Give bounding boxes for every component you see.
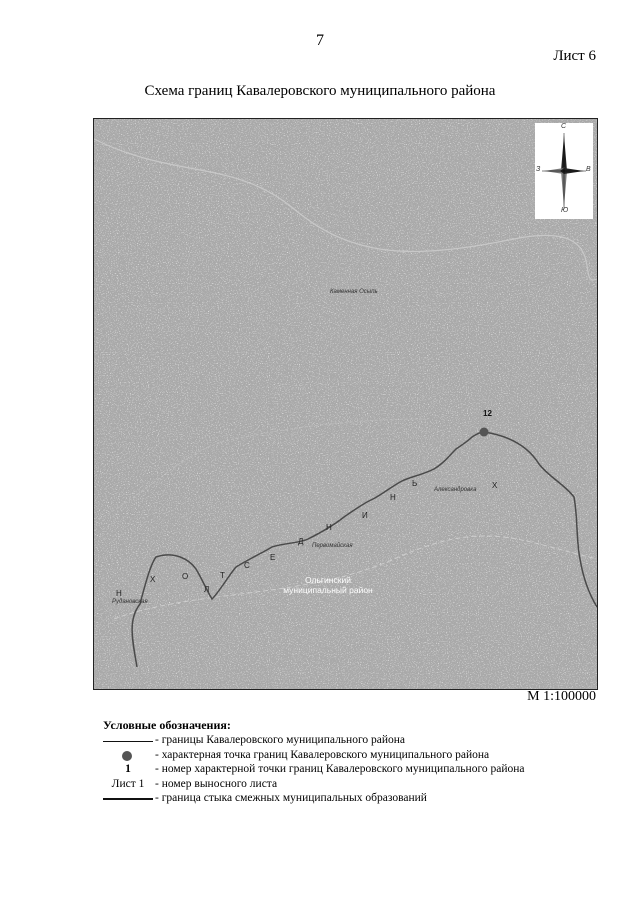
boundary-letter: Н xyxy=(326,523,332,532)
compass-star-icon xyxy=(535,123,593,219)
boundary-point-number: 12 xyxy=(483,409,492,418)
boundary-point-symbol xyxy=(103,749,153,763)
place-label: Первомайская xyxy=(312,543,353,549)
neighbor-district-label: Ольгинский муниципальный район xyxy=(283,575,373,595)
place-label: Александровка xyxy=(434,487,477,493)
boundary-letter: О xyxy=(182,572,189,581)
boundary-letter: Н xyxy=(390,493,396,502)
legend-item xyxy=(103,778,603,793)
compass-north: С xyxy=(561,123,567,130)
boundary-letter: Ь xyxy=(412,479,418,488)
boundary-letter: Д xyxy=(298,537,304,546)
boundary-letter: Е xyxy=(270,553,276,562)
boundary-letter: Х xyxy=(492,481,498,490)
boundary-letter: Н xyxy=(116,589,122,598)
point-number-symbol xyxy=(103,763,153,777)
terrain-texture xyxy=(94,119,597,689)
legend-item-text: - характерная точка границ Кавалеровского муниципального района xyxy=(155,748,490,761)
map-scale: М 1:100000 xyxy=(527,689,596,704)
boundary-letter: И xyxy=(362,511,368,520)
map-title: Схема границ Кавалеровского муниципального района xyxy=(144,83,496,99)
terrain-map xyxy=(94,119,597,689)
place-label: Рудановская xyxy=(112,599,148,605)
legend-item xyxy=(103,734,603,749)
compass-east: В xyxy=(586,166,591,173)
legend-item xyxy=(103,763,603,778)
legend xyxy=(103,718,603,807)
boundary-line-symbol xyxy=(103,734,153,748)
boundary-letter: Т xyxy=(220,571,225,580)
legend-item-text: - границы Кавалеровского муниципального района xyxy=(155,734,406,746)
place-label: Каменная Осыпь xyxy=(330,289,378,295)
legend-title: Условные обозначения: xyxy=(103,718,231,732)
boundary-letter: Л xyxy=(204,585,210,594)
legend-item-text: - номер характерной точки границ Кавалеровского муниципального района xyxy=(155,763,525,775)
map-frame[interactable] xyxy=(93,118,598,690)
boundary-letter: Х xyxy=(150,575,156,584)
point-number-sample: 1 xyxy=(125,763,131,775)
legend-item xyxy=(103,749,603,764)
legend-item-text: - граница стыка смежных муниципальных образований xyxy=(155,792,427,804)
junction-line-symbol xyxy=(103,792,153,806)
legend-item xyxy=(103,792,603,807)
sheet-label: Лист 6 xyxy=(553,48,596,64)
sheet-number-sample: Лист 1 xyxy=(111,777,145,790)
compass-rose xyxy=(535,123,593,219)
boundary-letter: С xyxy=(244,561,250,570)
compass-west: З xyxy=(536,166,541,173)
compass-south: Ю xyxy=(561,207,569,214)
legend-item-text: - номер выносного листа xyxy=(155,777,278,790)
boundary-point-12 xyxy=(480,428,489,437)
sheet-number-symbol xyxy=(103,778,153,792)
page-number: 7 xyxy=(316,32,324,49)
